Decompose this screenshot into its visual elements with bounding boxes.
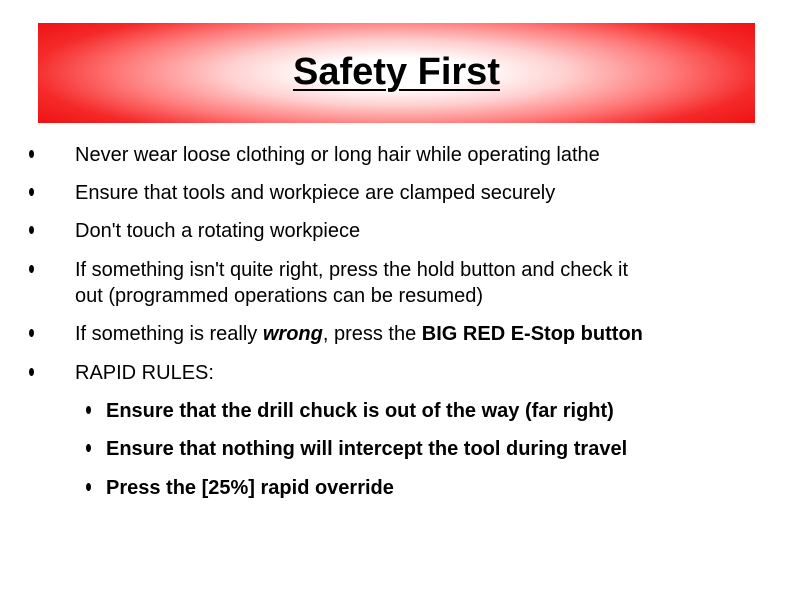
bullet-text-line-1: If something isn't quite right, press the hold button and check it (75, 259, 629, 281)
bullet-dot-icon (29, 188, 34, 196)
bullet-dot-icon (86, 483, 91, 491)
bullet-item (75, 360, 765, 386)
bullet-text: Don't touch a rotating workpiece (75, 220, 361, 242)
bullet-text: Never wear loose clothing or long hair while operating lathe (75, 144, 600, 166)
sub-bullet-text: Ensure that the drill chuck is out of the way (far right) (106, 400, 614, 422)
bullet-dot-icon (29, 368, 34, 376)
bullet-text: Ensure that tools and workpiece are clamped securely (75, 182, 556, 204)
bullet-item (75, 142, 765, 168)
bullet-text: If something is really (75, 323, 263, 345)
sub-bullet-item (106, 436, 776, 462)
bullet-dot-icon (86, 444, 91, 452)
bullet-dot-icon (29, 150, 34, 158)
bullet-dot-icon (29, 329, 34, 337)
bullet-dot-icon (29, 265, 34, 273)
bullet-dot-icon (86, 406, 91, 414)
bullet-text-line-2: out (programmed operations can be resumed) (75, 285, 483, 307)
slide-title: Safety First (293, 50, 500, 93)
bullet-dot-icon (29, 226, 34, 234)
bullet-item (75, 321, 765, 347)
emphasis-wrong: wrong (262, 323, 323, 345)
bullet-text: , press the (322, 323, 422, 345)
bullet-item (75, 180, 765, 206)
sub-bullet-item (106, 475, 776, 501)
e-stop-emphasis: BIG RED E-Stop button (421, 323, 643, 345)
bullet-item (75, 257, 765, 309)
sub-bullet-text: Ensure that nothing will intercept the tool during travel (106, 438, 628, 460)
sub-bullet-item (106, 398, 776, 424)
sub-bullet-text: Press the [25%] rapid override (106, 477, 394, 499)
bullet-text: RAPID RULES: (75, 362, 214, 384)
bullet-item (75, 218, 765, 244)
